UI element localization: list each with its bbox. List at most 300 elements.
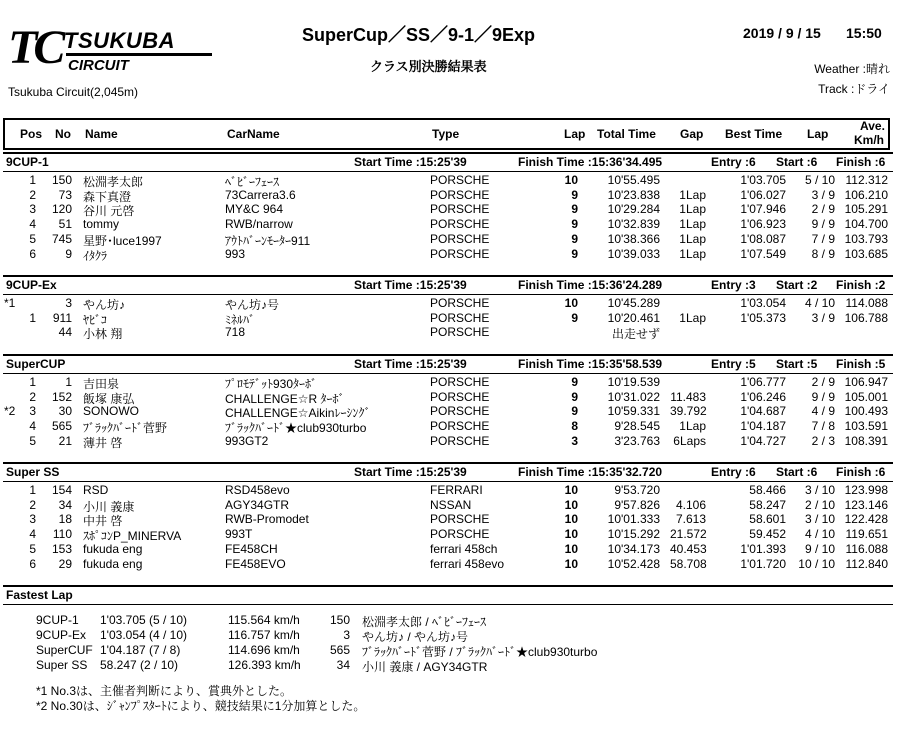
laps: 9 (571, 187, 578, 202)
best-lap: 2 / 10 (804, 497, 835, 512)
average-speed: 103.591 (844, 419, 888, 434)
fl-driver-car: 小川 義康 / AGY34GTR (362, 660, 488, 674)
fl-class: 9CUP-1 (36, 613, 79, 627)
laps: 10 (564, 296, 578, 310)
best-time: 59.452 (749, 527, 786, 542)
laps: 10 (564, 497, 578, 512)
average-speed: 112.312 (845, 173, 888, 187)
car-name: RSD458evo (225, 483, 290, 497)
best-time: 58.601 (749, 512, 786, 527)
best-time: 1'06.777 (740, 375, 786, 389)
fl-car-no: 34 (336, 658, 350, 672)
fl-lap-time: 1'04.187 (7 / 8) (100, 643, 181, 657)
average-speed: 105.001 (844, 389, 888, 404)
car-no: 150 (51, 173, 72, 187)
car-name: FE458CH (225, 541, 278, 556)
section-header (3, 462, 893, 482)
pos: 3 (29, 202, 36, 217)
note-1: *1 No.3は、主催者判断により、賞典外とした。 (36, 684, 293, 698)
total-time: 10'19.539 (607, 375, 660, 389)
driver-name: tommy (83, 217, 119, 232)
fastest-lap-row (0, 643, 900, 658)
car-no: 154 (51, 483, 72, 497)
gap: 1Lap (679, 217, 706, 232)
car-type: PORSCHE (430, 231, 490, 246)
car-type: PORSCHE (430, 296, 490, 310)
best-time: 1'04.687 (740, 404, 786, 419)
driver-name: 谷川 元啓 (83, 204, 135, 219)
best-time: 1'06.923 (740, 217, 786, 232)
weather-label: Weather :晴れ (814, 62, 890, 76)
section-start-time: Start Time :15:25'39 (354, 278, 467, 292)
car-no: 9 (65, 246, 72, 261)
fl-car-no: 565 (329, 643, 350, 657)
gap: 21.572 (670, 527, 707, 542)
best-time: 1'06.027 (740, 187, 786, 202)
laps: 10 (564, 512, 578, 527)
result-row (0, 232, 900, 247)
best-lap: 7 / 8 (811, 419, 835, 434)
total-time: 10'52.428 (607, 556, 660, 571)
pos: 1 (29, 375, 36, 389)
laps: 9 (571, 217, 578, 232)
pos: 5 (29, 433, 36, 448)
best-lap: 10 / 10 (798, 556, 835, 571)
car-no: 120 (51, 202, 72, 217)
fl-class: SuperCUF (36, 643, 93, 657)
average-speed: 122.428 (844, 512, 888, 527)
section-start-count: Start :2 (776, 278, 818, 292)
result-row (0, 247, 900, 262)
total-time: 3'23.763 (614, 433, 660, 448)
best-time: 1'05.373 (740, 310, 786, 325)
section-header (3, 354, 893, 374)
car-no: 911 (52, 310, 72, 325)
car-name: CHALLENGE☆R ﾀｰﾎﾞ (225, 391, 345, 406)
result-row (0, 296, 900, 311)
car-name: やん坊♪号 (225, 298, 280, 312)
best-lap: 2 / 3 (811, 433, 835, 448)
average-speed: 103.793 (844, 231, 888, 246)
result-row (0, 311, 900, 326)
driver-name: ﾔﾋﾞｺ (83, 312, 108, 327)
gap: 1Lap (679, 202, 706, 217)
logo-mark: TC (8, 21, 62, 74)
best-time: 58.466 (749, 483, 786, 497)
fl-car-no: 3 (343, 628, 350, 642)
fastest-lap-row (0, 613, 900, 628)
best-time: 58.247 (749, 497, 786, 512)
total-time: 10'59.331 (607, 404, 660, 419)
car-name: ｱｳﾄﾊﾞｰﾝﾓｰﾀｰ911 (225, 233, 311, 248)
result-row (0, 202, 900, 217)
logo-name: TSUKUBA (64, 28, 176, 53)
best-time: 1'08.087 (740, 231, 786, 246)
pos: 1 (29, 310, 36, 325)
car-type: PORSCHE (430, 389, 490, 404)
driver-name: 薄井 啓 (83, 435, 123, 450)
fl-lap-time: 58.247 (2 / 10) (100, 658, 179, 672)
gap: 1Lap (679, 231, 706, 246)
pos: 4 (29, 419, 36, 434)
gap: 7.613 (675, 512, 706, 527)
total-time: 10'01.333 (607, 512, 660, 527)
driver-name: ｲﾀｸﾗ (83, 248, 108, 263)
car-name: ﾌﾞﾗｯｸﾊﾞｰﾄﾞ★club930turbo (225, 421, 367, 436)
car-no: 21 (58, 433, 72, 448)
section-entry: Entry :3 (711, 278, 756, 292)
driver-name: 松淵孝太郎 (83, 175, 144, 189)
section-start-count: Start :6 (776, 155, 818, 169)
result-row (0, 419, 900, 434)
col-best-time: Best Time (725, 127, 783, 141)
fastest-lap-row (0, 628, 900, 643)
gap: 1Lap (679, 419, 706, 434)
total-time: 9'53.720 (614, 483, 660, 497)
driver-name: 森下真澄 (83, 189, 132, 204)
result-row (0, 498, 900, 513)
track-label: Track :ドライ (818, 82, 890, 96)
circuit-name: Tsukuba Circuit(2,045m) (8, 85, 139, 99)
section-start-count: Start :5 (776, 357, 818, 371)
section-start-time: Start Time :15:25'39 (354, 357, 467, 371)
average-speed: 123.998 (844, 483, 888, 497)
total-time: 10'34.173 (607, 541, 660, 556)
pos: 1 (29, 173, 36, 187)
pos: 4 (29, 217, 36, 232)
average-speed: 104.700 (844, 217, 888, 232)
car-no: 153 (51, 541, 72, 556)
car-no: 110 (52, 527, 72, 542)
laps: 3 (571, 433, 578, 448)
total-time: 9'28.545 (614, 419, 660, 434)
laps: 10 (564, 556, 578, 571)
total-time: 10'55.495 (607, 173, 660, 187)
car-type: PORSCHE (430, 173, 490, 187)
fl-speed: 114.696 km/h (228, 643, 300, 657)
car-no: 3 (65, 296, 72, 310)
laps: 10 (564, 173, 578, 187)
car-no: 745 (51, 231, 72, 246)
car-name: ﾐﾈﾙﾊﾞ (225, 312, 256, 327)
best-time: 1'07.946 (740, 202, 786, 217)
fl-lap-time: 1'03.054 (4 / 10) (100, 628, 188, 642)
gap: 11.483 (670, 389, 706, 404)
laps: 9 (571, 231, 578, 246)
result-row (0, 390, 900, 405)
best-lap: 4 / 10 (804, 527, 835, 542)
result-row (0, 483, 900, 498)
driver-name: SONOWO (83, 404, 139, 419)
pos: 2 (29, 187, 36, 202)
driver-name: やん坊♪ (83, 298, 126, 312)
pos: 1 (29, 483, 36, 497)
laps: 9 (571, 375, 578, 389)
pos: 3 (29, 512, 36, 527)
car-type: PORSCHE (430, 375, 490, 389)
average-speed: 105.291 (844, 202, 888, 217)
best-time: 1'01.393 (740, 541, 786, 556)
section-finish-time: Finish Time :15:35'32.720 (518, 465, 663, 479)
result-row (0, 434, 900, 449)
driver-name: 中井 啓 (83, 514, 123, 529)
best-lap: 4 / 10 (804, 296, 835, 310)
best-lap: 3 / 9 (811, 310, 835, 325)
pos: 2 (29, 389, 36, 404)
driver-name: ﾌﾞﾗｯｸﾊﾞｰﾄﾞ菅野 (83, 421, 168, 436)
result-row (0, 173, 900, 188)
best-lap: 2 / 9 (811, 375, 835, 389)
gap: 39.792 (670, 404, 707, 419)
gap: 4.106 (675, 497, 706, 512)
driver-name: fukuda eng (83, 541, 143, 556)
total-time: 10'20.461 (607, 310, 660, 325)
total-time: 10'38.366 (607, 231, 660, 246)
page-title: SuperCup／SS／9-1／9Exp (302, 25, 536, 45)
fastest-lap-title: Fastest Lap (6, 588, 73, 602)
best-time: 1'01.720 (740, 556, 786, 571)
pos: 6 (29, 556, 36, 571)
average-speed: 106.210 (844, 187, 888, 202)
section-name: 9CUP-Ex (6, 278, 57, 292)
driver-name: 小川 義康 (83, 499, 135, 514)
section-name: Super SS (6, 465, 60, 479)
car-name: 993T (225, 527, 253, 542)
best-time: 1'06.246 (740, 389, 786, 404)
best-lap: 7 / 9 (811, 231, 835, 246)
car-type: FERRARI (430, 483, 483, 497)
section-entry: Entry :5 (711, 357, 756, 371)
average-speed: 114.088 (845, 296, 888, 310)
car-name: CHALLENGE☆Aikinﾚｰｼﾝｸﾞ (225, 406, 371, 421)
driver-name: 小林 翔 (83, 327, 123, 342)
best-lap: 9 / 9 (811, 389, 835, 404)
report-date: 2019 / 9 / 15 (743, 25, 821, 41)
driver-name: fukuda eng (83, 556, 143, 571)
car-type: ferrari 458evo (430, 556, 505, 571)
pos: 2 (29, 497, 36, 512)
result-row (0, 375, 900, 390)
laps: 8 (571, 419, 578, 434)
col-best-lap: Lap (807, 127, 829, 141)
gap: 58.708 (670, 556, 707, 571)
pos: 6 (29, 246, 36, 261)
col-type: Type (432, 127, 460, 141)
best-time: 1'04.187 (740, 419, 786, 434)
car-type: PORSCHE (430, 325, 490, 340)
car-no: 29 (58, 556, 72, 571)
car-no: 152 (51, 389, 72, 404)
gap: 1Lap (679, 246, 706, 261)
result-row (0, 404, 900, 419)
note-2: *2 No.30は、ｼﾞｬﾝﾌﾟｽﾀｰﾄにより、競技結果に1分加算とした。 (36, 699, 366, 713)
section-entry: Entry :6 (711, 155, 756, 169)
total-time: 9'57.826 (614, 497, 660, 512)
car-name: FE458EVO (225, 556, 286, 571)
average-speed: 108.391 (844, 433, 888, 448)
section-name: 9CUP-1 (6, 155, 49, 169)
logo-sub: CIRCUIT (68, 57, 129, 74)
average-speed: 119.651 (845, 527, 888, 542)
gap: 6Laps (673, 433, 706, 448)
column-header (3, 118, 890, 150)
total-time: 10'39.033 (607, 246, 660, 261)
laps: 10 (564, 527, 578, 542)
driver-name: 飯塚 康弘 (83, 391, 135, 406)
total-time: 10'45.289 (607, 296, 660, 310)
car-name: RWB/narrow (225, 217, 293, 232)
best-lap: 8 / 9 (811, 246, 835, 261)
pos: 4 (29, 527, 36, 542)
section-finish-count: Finish :5 (836, 357, 886, 371)
section-name: SuperCUP (6, 357, 66, 371)
car-type: NSSAN (430, 497, 472, 512)
pos: 5 (29, 231, 36, 246)
pos: 5 (29, 541, 36, 556)
average-speed: 112.840 (845, 556, 888, 571)
note-mark: *2 (4, 404, 16, 419)
car-no: 565 (51, 419, 72, 434)
best-lap: 3 / 9 (811, 187, 835, 202)
laps: 10 (564, 483, 578, 497)
fl-speed: 126.393 km/h (228, 658, 301, 672)
car-type: PORSCHE (430, 527, 490, 542)
fl-speed: 116.757 km/h (228, 628, 300, 642)
col-average-unit: Km/h (854, 133, 884, 147)
average-speed: 106.788 (844, 310, 888, 325)
gap: 40.453 (670, 541, 707, 556)
best-lap: 2 / 9 (811, 202, 835, 217)
col-average: Ave. (860, 119, 885, 133)
total-time: 10'29.284 (607, 202, 660, 217)
driver-name: RSD (83, 483, 109, 497)
result-row (0, 188, 900, 203)
result-row (0, 527, 900, 542)
col-total-time: Total Time (597, 127, 656, 141)
fl-driver-car: やん坊♪ / やん坊♪号 (362, 630, 469, 644)
car-type: PORSCHE (430, 512, 490, 527)
section-finish-time: Finish Time :15:35'58.539 (518, 357, 663, 371)
section-start-count: Start :6 (776, 465, 818, 479)
car-type: PORSCHE (430, 419, 490, 434)
fl-class: 9CUP-Ex (36, 628, 87, 642)
car-no: 51 (58, 217, 72, 232)
section-finish-count: Finish :2 (836, 278, 886, 292)
driver-name: ｽﾎﾟｺﾝP_MINERVA (83, 529, 182, 544)
total-time: 出走せず (611, 327, 660, 342)
car-name: RWB-Promodet (225, 512, 309, 527)
col-gap: Gap (680, 127, 704, 141)
car-name: 993 (225, 246, 246, 261)
best-lap: 9 / 9 (811, 217, 835, 232)
car-no: 1 (65, 375, 72, 389)
report-time: 15:50 (846, 25, 882, 41)
section-header (3, 152, 893, 172)
laps: 9 (571, 310, 578, 325)
col-pos: Pos (20, 127, 43, 141)
car-type: PORSCHE (430, 310, 490, 325)
gap: 1Lap (679, 310, 706, 325)
car-no: 44 (58, 325, 72, 340)
fastest-lap-header (3, 585, 893, 605)
section-start-time: Start Time :15:25'39 (354, 465, 467, 479)
gap: 1Lap (679, 187, 706, 202)
section-finish-time: Finish Time :15:36'34.495 (518, 155, 663, 169)
fl-driver-car: 松淵孝太郎 / ﾍﾞﾋﾞｰﾌｪｰｽ (362, 615, 487, 629)
best-time: 1'04.727 (740, 433, 786, 448)
car-type: PORSCHE (430, 246, 490, 261)
car-type: PORSCHE (430, 217, 490, 232)
driver-name: 吉田泉 (83, 377, 120, 391)
average-speed: 103.685 (844, 246, 888, 261)
laps: 9 (571, 389, 578, 404)
note-mark: *1 (4, 296, 16, 310)
col-lap: Lap (564, 127, 586, 141)
car-no: 18 (58, 512, 72, 527)
car-name: ﾍﾞﾋﾞｰﾌｪｰｽ (225, 175, 280, 189)
car-type: PORSCHE (430, 187, 490, 202)
result-row (0, 557, 900, 572)
car-name: 73Carrera3.6 (225, 187, 296, 202)
result-row (0, 512, 900, 527)
best-time: 1'03.705 (740, 173, 786, 187)
result-row (0, 217, 900, 232)
section-header (3, 275, 893, 295)
average-speed: 100.493 (844, 404, 888, 419)
total-time: 10'15.292 (607, 527, 660, 542)
best-time: 1'07.549 (740, 246, 786, 261)
col-carname: CarName (227, 127, 280, 141)
car-name: AGY34GTR (225, 497, 290, 512)
result-row (0, 325, 900, 340)
page-subtitle: クラス別決勝結果表 (370, 59, 487, 74)
best-lap: 3 / 10 (804, 483, 835, 497)
best-lap: 4 / 9 (811, 404, 835, 419)
fl-lap-time: 1'03.705 (5 / 10) (100, 613, 188, 627)
car-no: 34 (58, 497, 72, 512)
best-lap: 3 / 10 (804, 512, 835, 527)
fl-driver-car: ﾌﾞﾗｯｸﾊﾞｰﾄﾞ菅野 / ﾌﾞﾗｯｸﾊﾞｰﾄﾞ★club930turbo (362, 645, 598, 659)
car-type: PORSCHE (430, 202, 490, 217)
fl-speed: 115.564 km/h (228, 613, 300, 627)
car-name: ﾌﾟﾛﾓﾃﾞｯﾄ930ﾀｰﾎﾞ (225, 377, 318, 391)
best-time: 1'03.054 (740, 296, 786, 310)
section-entry: Entry :6 (711, 465, 756, 479)
col-no: No (55, 127, 71, 141)
laps: 9 (571, 202, 578, 217)
section-finish-count: Finish :6 (836, 465, 886, 479)
section-finish-time: Finish Time :15:36'24.289 (518, 278, 663, 292)
section-start-time: Start Time :15:25'39 (354, 155, 467, 169)
laps: 10 (564, 541, 578, 556)
car-name: MY&C 964 (225, 202, 284, 217)
fl-class: Super SS (36, 658, 88, 672)
result-row (0, 542, 900, 557)
tsukuba-circuit-logo (8, 21, 218, 82)
car-no: 30 (58, 404, 72, 419)
fl-car-no: 150 (329, 613, 350, 627)
driver-name: 星野･luce1997 (83, 233, 162, 248)
section-finish-count: Finish :6 (836, 155, 886, 169)
car-no: 73 (58, 187, 72, 202)
best-lap: 9 / 10 (804, 541, 835, 556)
car-type: PORSCHE (430, 433, 490, 448)
car-name: 718 (225, 325, 246, 340)
logo-bar (66, 53, 212, 56)
col-name: Name (85, 127, 118, 141)
pos: 3 (29, 404, 36, 419)
average-speed: 116.088 (845, 541, 888, 556)
